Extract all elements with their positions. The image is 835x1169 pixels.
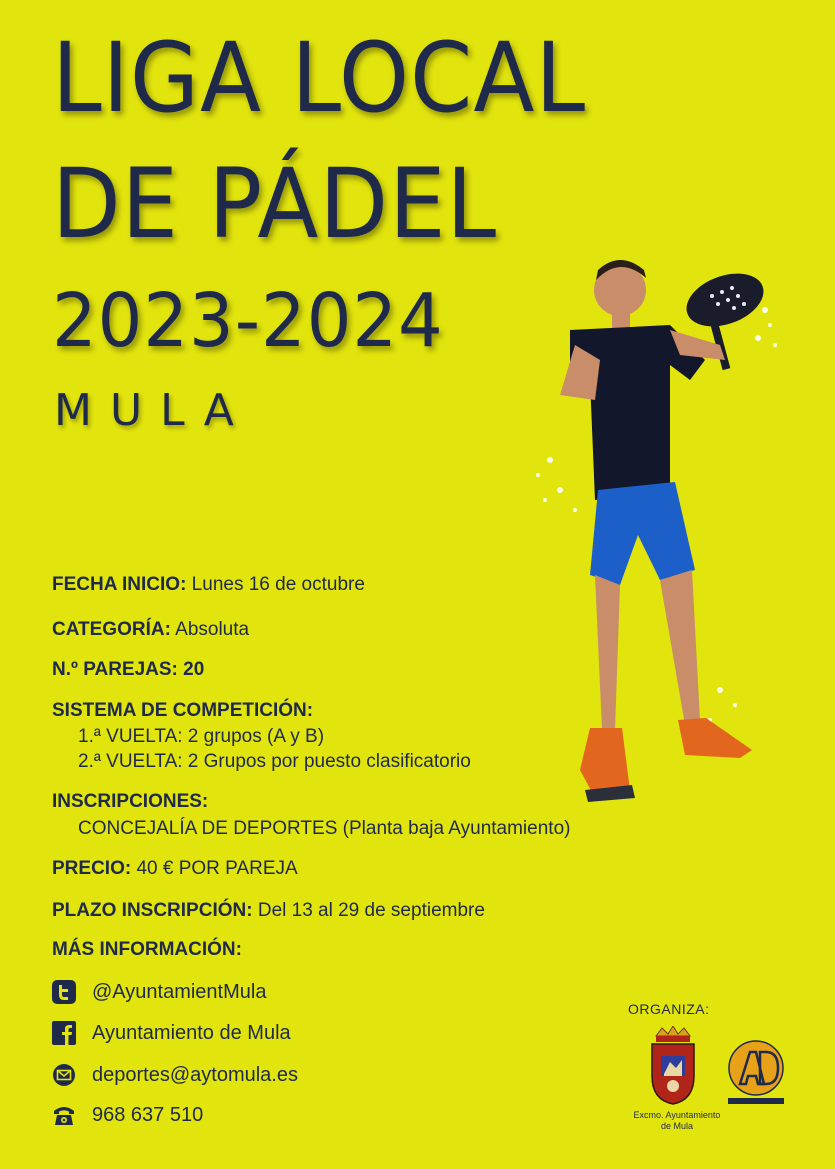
facebook-page: Ayuntamiento de Mula bbox=[92, 1021, 291, 1044]
parejas-label: N.º PAREJAS: 20 bbox=[52, 659, 205, 680]
fecha-label: FECHA INICIO: bbox=[52, 574, 187, 595]
mas-info-label: MÁS INFORMACIÓN: bbox=[52, 939, 242, 960]
plazo-label: PLAZO INSCRIPCIÓN: bbox=[52, 900, 253, 921]
twitter-handle: @AyuntamientMula bbox=[92, 980, 267, 1003]
crest-caption bbox=[632, 1110, 722, 1132]
phone-contact[interactable] bbox=[52, 1103, 203, 1127]
categoria-value: Absoluta bbox=[170, 619, 250, 640]
facebook-icon bbox=[52, 1021, 76, 1045]
parejas-row bbox=[52, 659, 204, 681]
season-title: 2023-2024 bbox=[52, 278, 444, 364]
twitter-contact[interactable] bbox=[52, 980, 266, 1004]
mula-crest-logo bbox=[648, 1026, 698, 1106]
title-line-1: LIGA LOCAL bbox=[52, 22, 586, 134]
title-line-2: DE PÁDEL bbox=[52, 148, 498, 260]
organiza-label: ORGANIZA: bbox=[628, 1001, 710, 1017]
inscripciones-value: CONCEJALÍA DE DEPORTES (Planta baja Ayuntamiento) bbox=[78, 818, 571, 839]
phone-icon bbox=[52, 1103, 76, 1127]
categoria-label: CATEGORÍA: bbox=[52, 619, 171, 640]
precio-row bbox=[52, 858, 298, 880]
plazo-row bbox=[52, 900, 485, 922]
email-contact[interactable] bbox=[52, 1063, 298, 1087]
crest-caption-line-2: de Mula bbox=[660, 1121, 694, 1131]
fecha-row bbox=[52, 574, 365, 596]
plazo-value: Del 13 al 29 de septiembre bbox=[252, 900, 485, 921]
deportes-logo bbox=[726, 1040, 786, 1106]
sistema-row bbox=[52, 700, 313, 722]
sistema-label: SISTEMA DE COMPETICIÓN: bbox=[52, 700, 314, 721]
phone-number: 968 637 510 bbox=[92, 1103, 204, 1126]
twitter-icon bbox=[52, 980, 76, 1004]
fecha-value: Lunes 16 de octubre bbox=[186, 574, 365, 595]
facebook-contact[interactable] bbox=[52, 1021, 291, 1045]
email-icon bbox=[52, 1063, 76, 1087]
sistema-line-2: 2.ª VUELTA: 2 Grupos por puesto clasificatorio bbox=[78, 751, 471, 772]
town-title: MULA bbox=[54, 385, 252, 436]
crest-caption-line-1: Excmo. Ayuntamiento bbox=[633, 1110, 721, 1120]
precio-value: 40 € POR PAREJA bbox=[131, 858, 298, 879]
email-address: deportes@aytomula.es bbox=[92, 1063, 298, 1086]
inscripciones-label: INSCRIPCIONES: bbox=[52, 791, 209, 812]
sistema-line-1: 1.ª VUELTA: 2 grupos (A y B) bbox=[78, 726, 325, 747]
inscripciones-row bbox=[52, 791, 208, 813]
padel-player-illustration bbox=[520, 250, 780, 810]
precio-label: PRECIO: bbox=[52, 858, 132, 879]
categoria-row bbox=[52, 619, 249, 641]
mas-info-row bbox=[52, 939, 242, 961]
